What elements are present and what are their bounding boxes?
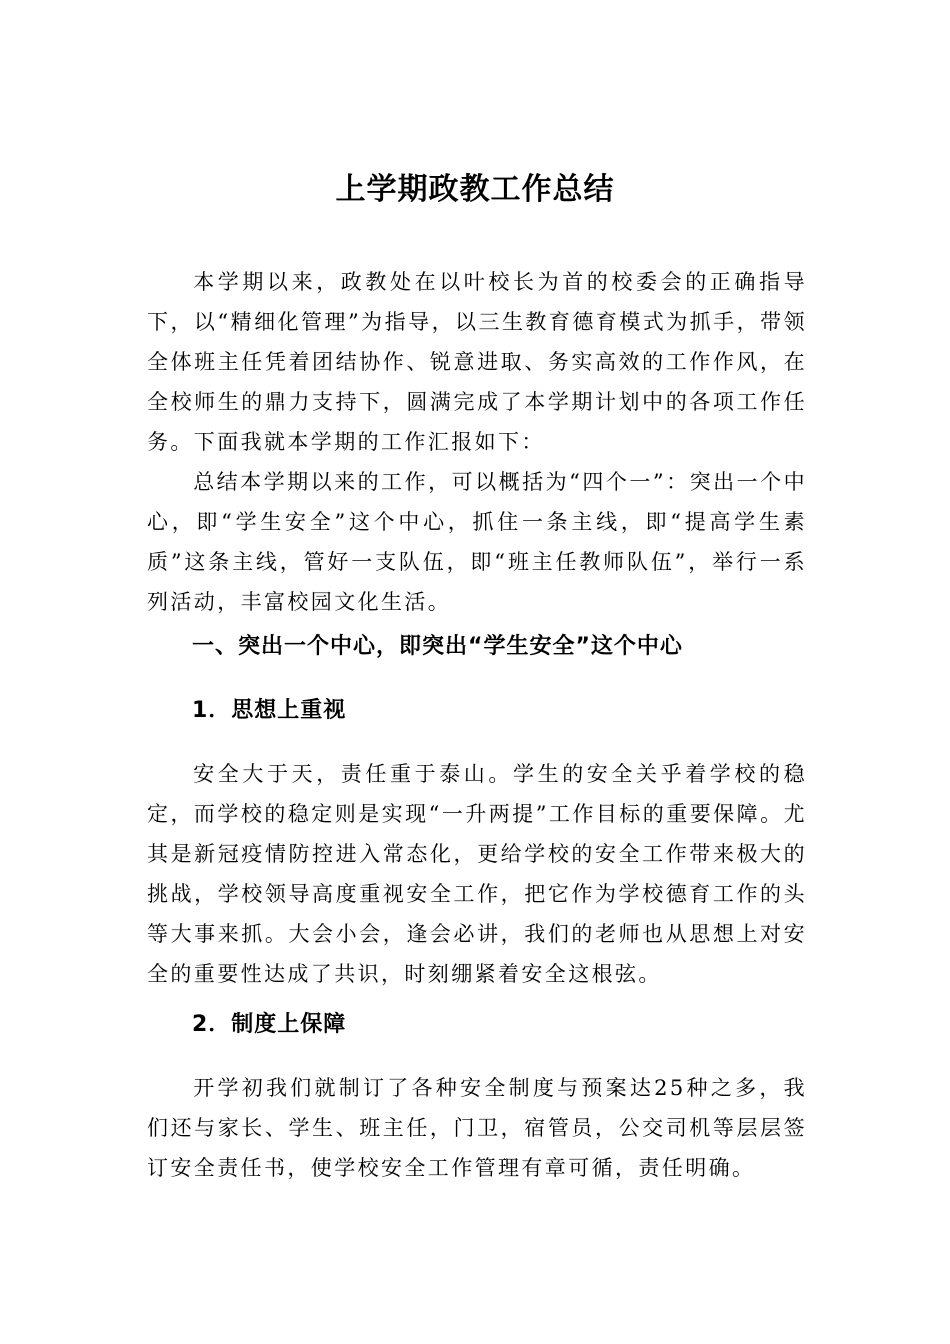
subsection-paragraph-2: 开学初我们就制订了各种安全制度与预案达25种之多，我们还与家长、学生、班主任，门卫，宿管员，公交司机等层层签订安全责任书，使学校安全工作管理有章可循，责任明确。: [147, 1076, 807, 1180]
document-title: 上学期政教工作总结: [335, 172, 615, 207]
intro-paragraph-2: 总结本学期以来的工作，可以概括为“四个一”：突出一个中心，即“学生安全”这个中心，抓住一条主线，即“提高学生素质”这条主线，管好一支队伍，即“班主任教师队伍”，举行一系列活动，丰富校园文化生活。: [147, 470, 807, 614]
subsection-paragraph-1: 安全大于天，责任重于泰山。学生的安全关乎着学校的稳定，而学校的稳定则是实现“一升两提”工作目标的重要保障。尤其是新冠疫情防控进入常态化，更给学校的安全工作带来极大的挑战，学校领导高度重视安全工作，把它作为学校德育工作的头等大事来抓。大会小会，逢会必讲，我们的老师也从思想上对安全的重要性达成了共识，时刻绷紧着安全这根弦。: [147, 762, 807, 986]
section-heading-1: 一、突出一个中心，即突出“学生安全”这个中心: [192, 634, 683, 659]
subsection-2-body: [147, 1068, 807, 1188]
subsection-1-body: [147, 754, 807, 994]
subsection-heading-1: 1．思想上重视: [192, 698, 347, 723]
subsection-heading-2: 2．制度上保障: [192, 1012, 347, 1037]
intro-section: [147, 262, 807, 622]
intro-paragraph-1: 本学期以来，政教处在以叶校长为首的校委会的正确指导下，以“精细化管理”为指导，以三生教育德育模式为抓手，带领全体班主任凭着团结协作、锐意进取、务实高效的工作作风，在全校师生的鼎力支持下，圆满完成了本学期计划中的各项工作任务。下面我就本学期的工作汇报如下：: [147, 270, 807, 454]
